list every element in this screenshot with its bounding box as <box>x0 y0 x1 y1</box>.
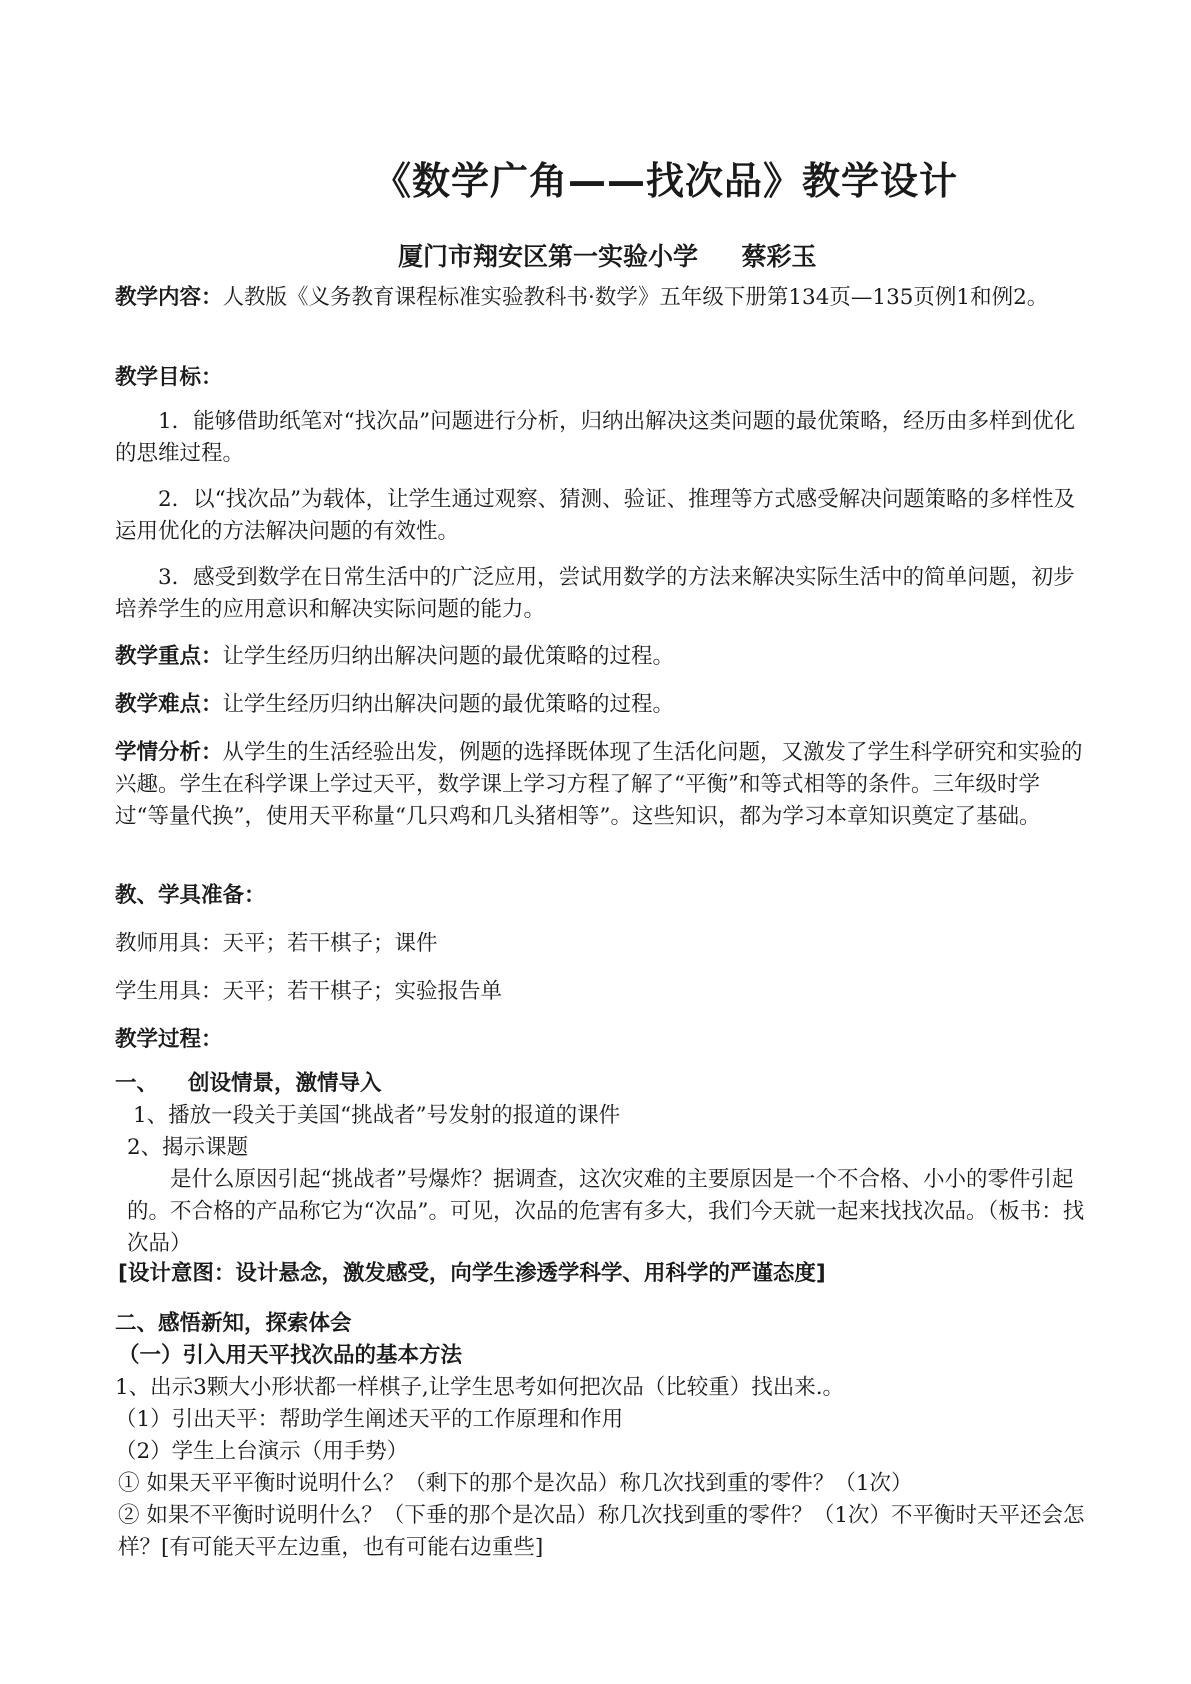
section-1-item-1: 1、播放一段关于美国“挑战者”号发射的报道的课件 <box>133 1103 621 1128</box>
goal-item-2: 2．以“找次品”为载体，让学生通过观察、猜测、验证、推理等方式感受解决问题策略的多样性及运用优化的方法解决问题的有效性。 <box>115 487 1076 544</box>
document-title: 《数学广角——找次品》教学设计 <box>372 159 958 203</box>
section-2-item-1: 1、出示3颗大小形状都一样棋子,让学生思考如何把次品（比较重）找出来.。 <box>115 1375 845 1400</box>
section-2-heading: 二、感悟新知，探索体会 <box>115 1311 352 1336</box>
difficulty-text: 让学生经历归纳出解决问题的最优策略的过程。 <box>222 692 675 717</box>
student-tools: 学生用具：天平；若干棋子；实验报告单 <box>115 979 503 1004</box>
design-intent: [设计意图：设计悬念，激发感受，向学生渗透学科学、用科学的严谨态度] <box>118 1261 826 1286</box>
goal-item-3: 3．感受到数学在日常生活中的广泛应用，尝试用数学的方法来解决实际生活中的简单问题，初步培养学生的应用意识和解决实际问题的能力。 <box>115 565 1075 622</box>
difficulty-label: 教学难点： <box>115 692 223 717</box>
section-2-item-1b: （2）学生上台演示（用手势） <box>115 1439 409 1464</box>
question-1: ① 如果天平平衡时说明什么？（剩下的那个是次品）称几次找到重的零件？（1次） <box>118 1471 913 1496</box>
teaching-goals-label: 教学目标： <box>115 365 223 390</box>
author-line: 厦门市翔安区第一实验小学 蔡彩玉 <box>398 242 817 271</box>
learning-analysis <box>115 737 1087 833</box>
key-point-text: 让学生经历归纳出解决问题的最优策略的过程。 <box>222 644 675 669</box>
learning-analysis-label: 学情分析： <box>115 740 223 765</box>
section-1-item-2: 2、揭示课题 <box>127 1135 249 1160</box>
process-label: 教学过程： <box>115 1027 223 1052</box>
teaching-content-text: 人教版《义务教育课程标准实验教科书·数学》五年级下册第134页—135页例1和例2。 <box>222 285 1049 310</box>
learning-analysis-text: 从学生的生活经验出发，例题的选择既体现了生活化问题，又激发了学生科学研究和实验的兴趣。学生在科学课上学过天平，数学课上学习方程了解了“平衡”和等式相等的条件。三年级时学过“等量代换”，使用天平称量“几只鸡和几头猪相等”。这些知识，都为学习本章知识奠定了基础。 <box>115 740 1083 829</box>
teaching-content-label: 教学内容： <box>115 285 223 310</box>
teaching-content <box>115 282 1087 314</box>
section-2-subheading: （一）引入用天平找次品的基本方法 <box>118 1343 463 1368</box>
prep-label: 教、学具准备： <box>115 883 266 908</box>
section-2-item-1a: （1）引出天平：帮助学生阐述天平的工作原理和作用 <box>115 1407 624 1432</box>
goal-item-1: 1．能够借助纸笔对“找次品”问题进行分析，归纳出解决这类问题的最优策略，经历由多样到优化的思维过程。 <box>115 409 1076 466</box>
question-2: ② 如果不平衡时说明什么？（下垂的那个是次品）称几次找到重的零件？（1次）不平衡时天平还会怎样？[有可能天平左边重，也有可能右边重些] <box>118 1503 1085 1560</box>
key-point <box>115 641 1087 673</box>
section-1-heading: 一、 创设情景，激情导入 <box>115 1071 382 1096</box>
teacher-tools: 教师用具：天平；若干棋子；课件 <box>115 931 438 956</box>
key-point-label: 教学重点： <box>115 644 223 669</box>
difficulty <box>115 689 1087 721</box>
section-1-paragraph: 是什么原因引起“挑战者”号爆炸？据调查，这次灾难的主要原因是一个不合格、小小的零件引起的。不合格的产品称它为“次品”。可见，次品的危害有多大，我们今天就一起来找找次品。（板书：找次品） <box>127 1167 1085 1256</box>
